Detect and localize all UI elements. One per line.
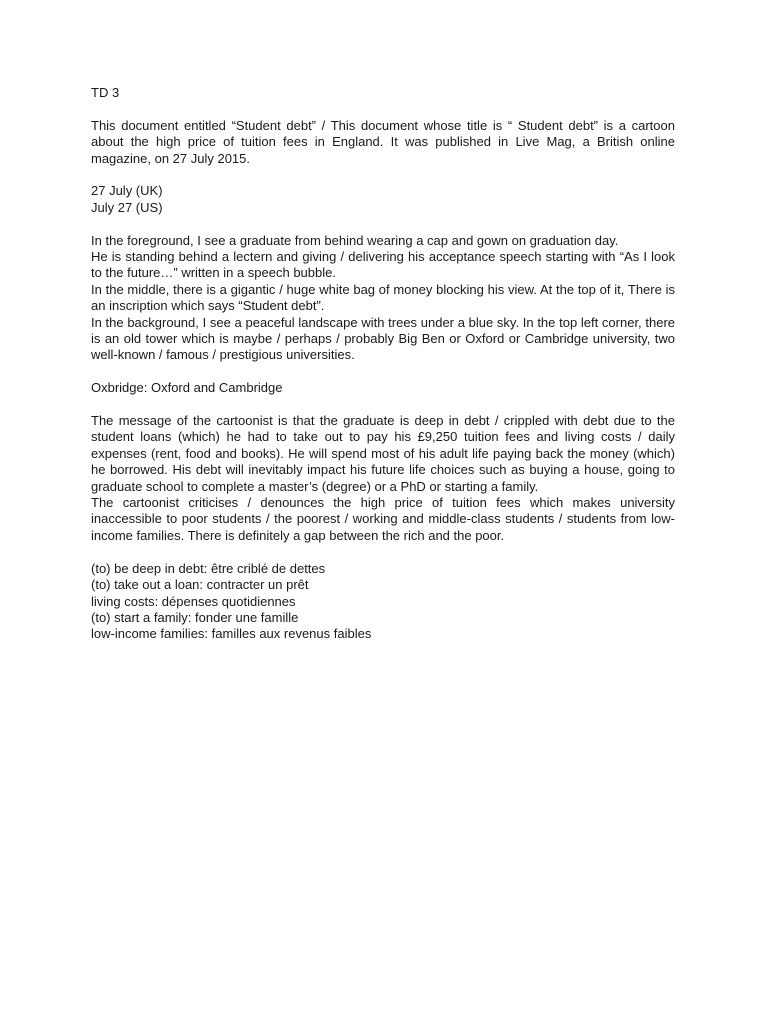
document-page	[91, 85, 675, 643]
spacer	[91, 167, 675, 183]
vocabulary-item: low-income families: familles aux revenus faibles	[91, 626, 372, 642]
description-middle: In the middle, there is a gigantic / huge white bag of money blocking his view. At the top of it, There is an inscription which says “Student debt”.	[91, 281, 675, 314]
document-heading: TD 3	[91, 85, 120, 100]
date-us: July 27 (US)	[91, 199, 163, 215]
description-foreground: In the foreground, I see a graduate from behind wearing a cap and gown on graduation day.	[91, 232, 619, 248]
vocabulary-item: (to) be deep in debt: être criblé de dettes	[91, 560, 326, 576]
spacer	[91, 544, 675, 560]
intro-paragraph: This document entitled “Student debt” / This document whose title is “ Student debt” is a cartoon about the high price of tuition fees in England. It was published in Live Mag, a British online magazine, on 27 July 2015.	[91, 117, 675, 166]
spacer	[91, 397, 675, 413]
oxbridge-note: Oxbridge: Oxford and Cambridge	[91, 380, 283, 396]
vocabulary-list	[91, 561, 675, 643]
spacer	[91, 216, 675, 232]
date-uk: 27 July (UK)	[91, 183, 163, 199]
vocabulary-item: living costs: dépenses quotidiennes	[91, 593, 296, 609]
spacer	[91, 101, 675, 117]
vocabulary-item: (to) start a family: fonder une famille	[91, 609, 299, 625]
vocabulary-item: (to) take out a loan: contracter un prêt	[91, 577, 309, 593]
spacer	[91, 364, 675, 380]
description-background: In the background, I see a peaceful landscape with trees under a blue sky. In the top left corner, there is an old tower which is maybe / perhaps / probably Big Ben or Oxford or Cambridge university, two well-known / famous / prestigious universities.	[91, 314, 675, 363]
description-lectern: He is standing behind a lectern and giving / delivering his acceptance speech starting with “As I look to the future…” written in a speech bubble.	[91, 249, 675, 281]
message-paragraph: The message of the cartoonist is that the graduate is deep in debt / crippled with debt due to the student loans (which) he had to take out to pay his £9,250 tuition fees and living costs / daily expenses (rent, food and books). He will spend most of his adult life paying back the money (which) he borrowed. His debt will inevitably impact his future life choices such as buying a house, going to graduate school to complete a master’s (degree) or a PhD or starting a family.	[91, 413, 675, 494]
criticism-paragraph: The cartoonist criticises / denounces the high price of tuition fees which makes university inaccessible to poor students / the poorest / working and middle-class students / students from low-income families. There is definitely a gap between the rich and the poor.	[91, 495, 675, 543]
